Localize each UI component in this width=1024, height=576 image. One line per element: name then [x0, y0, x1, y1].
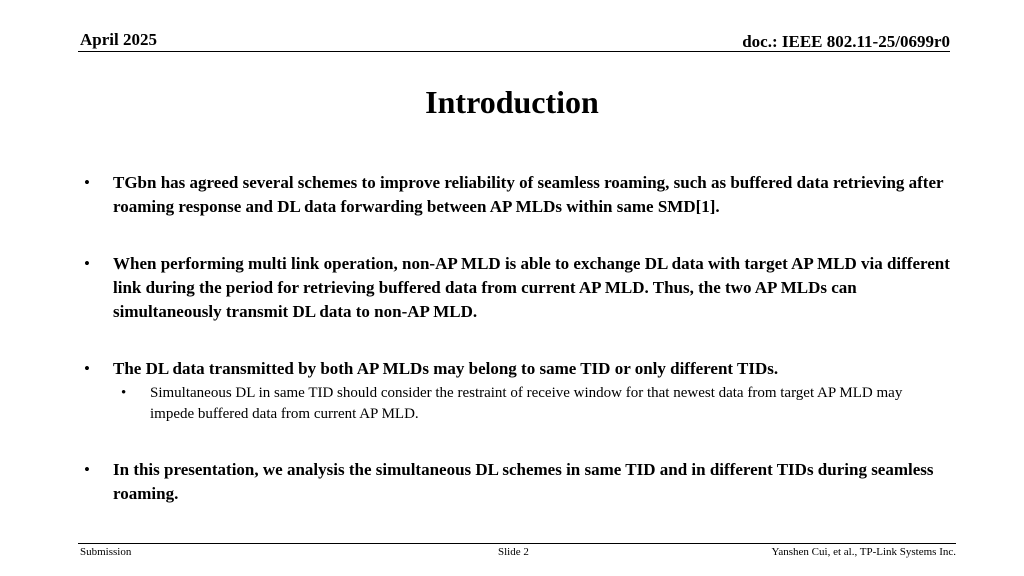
sub-bullet-text: Simultaneous DL in same TID should consider the restraint of receive window for that newest data from target AP MLD may impede buffered data from current AP MLD. [150, 385, 903, 422]
slide-body [84, 171, 950, 506]
bullet-text: When performing multi link operation, non-AP MLD is able to exchange DL data with target AP MLD via different link during the period for retrieving buffered data from current AP MLD. Thus, the two AP MLDs can simultaneously transmit DL data to non-AP MLD. [113, 254, 950, 321]
bullet-marker: • [84, 359, 90, 378]
footer-authors: Yanshen Cui, et al., TP-Link Systems Inc. [771, 546, 956, 558]
bullet-item [84, 252, 950, 324]
bullet-marker: • [84, 460, 90, 479]
bullet-text: The DL data transmitted by both AP MLDs may belong to same TID or only different TIDs. [113, 359, 779, 378]
sub-bullet-item [121, 383, 950, 425]
bullet-marker: • [84, 173, 90, 192]
bullet-item [84, 171, 950, 219]
header-date: April 2025 [80, 30, 157, 49]
bullet-text: TGbn has agreed several schemes to improve reliability of seamless roaming, such as buffered data retrieving after roaming response and DL data forwarding between AP MLDs within same SMD[1]. [113, 173, 944, 216]
bullet-item [84, 458, 950, 506]
header-doc-id: doc.: IEEE 802.11-25/0699r0 [742, 32, 950, 51]
sub-bullet-marker: • [121, 385, 127, 401]
footer-submission: Submission [80, 546, 132, 558]
bullet-text: In this presentation, we analysis the simultaneous DL schemes in same TID and in different TIDs during seamless roaming. [113, 460, 934, 503]
footer-divider [78, 543, 956, 544]
bullet-marker: • [84, 254, 90, 273]
footer-slide-number: Slide 2 [498, 546, 529, 558]
slide-title: Introduction [425, 84, 599, 120]
bullet-item [84, 357, 950, 381]
header-divider [78, 51, 950, 52]
